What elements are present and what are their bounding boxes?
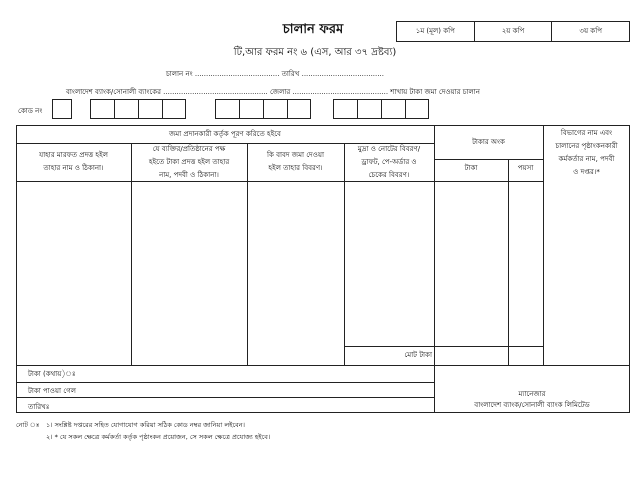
total-label: মোট টাকা (404, 351, 432, 359)
col-header-line: চেকের বিবরণ। (368, 171, 410, 179)
code-box[interactable] (239, 99, 263, 119)
code-box[interactable] (333, 99, 357, 119)
col-header-amount: টাকার অংক (472, 138, 505, 146)
col-header-line: ও দপ্তর।* (573, 168, 600, 176)
code-box[interactable] (114, 99, 138, 119)
col-header-line: নাম, পদবী ও ঠিকানা। (159, 171, 219, 179)
currency-entry[interactable] (345, 182, 433, 345)
behalf-entry[interactable] (132, 182, 246, 364)
code-box[interactable] (52, 99, 72, 119)
paisa-entry[interactable] (509, 182, 542, 364)
col-header-line: চালানের পৃষ্ঠাংকনকারী (555, 142, 618, 150)
code-box[interactable] (90, 99, 114, 119)
taka-entry[interactable] (435, 182, 507, 364)
manager-label: ম্যানেজার (518, 390, 546, 398)
code-box[interactable] (162, 99, 186, 119)
copy-second: ২য় কপি (475, 22, 553, 41)
date-label: তারিখঃ (28, 403, 50, 411)
col-header-taka: টাকা (464, 164, 478, 172)
copy-original: ১ম (মূল) কপি (397, 22, 475, 41)
group-header: জমা প্রদানকারী কর্তৃক পূরণ করিতে হইবে (169, 130, 281, 138)
row-divider (16, 382, 434, 383)
copy-third: ৩য় কপি (579, 27, 602, 35)
col-header-line: হইল তাহার বিবরণ। (268, 164, 323, 172)
col-header-line: কর্মকর্তার নাম, পদবী (558, 155, 615, 163)
row-divider (434, 159, 543, 160)
note-1: ১। সংশ্লিষ্ট দপ্তরের সহিত যোগাযোগ করিয়া সঠিক কোড নম্বর জানিয়া লইবেন। (46, 421, 245, 429)
col-header-currency (344, 143, 434, 182)
code-box[interactable] (381, 99, 405, 119)
copy-labels (396, 21, 630, 42)
purpose-entry[interactable] (248, 182, 343, 364)
challan-no-line[interactable]: চালান নং ...................................... তারিখ ..................................... (166, 70, 384, 78)
col-header-purpose (247, 149, 344, 175)
col-header-line: যে ব্যক্তির/প্রতিষ্ঠানের পক্ষ (152, 145, 226, 153)
form-subtitle: টি,আর ফরম নং ৬ (এস, আর ৩৭ দ্রষ্টব্য) (233, 47, 397, 58)
received-label: টাকা পাওয়া গেল (28, 387, 76, 395)
col-header-behalf (131, 143, 247, 182)
note-2: ২। * যে সকল ক্ষেত্রে কর্মকর্তা কর্তৃক পৃষ্ঠাংকন প্রয়োজন, সে সকল ক্ষেত্রে প্রযোজ্য হইবে। (46, 433, 271, 441)
col-header-line: বিভাগের নাম এবং (560, 129, 613, 137)
code-box[interactable] (287, 99, 311, 119)
code-box[interactable] (357, 99, 381, 119)
code-box[interactable] (215, 99, 239, 119)
code-box[interactable] (263, 99, 287, 119)
bank-line[interactable]: বাংলাদেশ ব্যাংক/সোনালী ব্যাংকের ............................................... জেলার ........................................... শাখায় টাকা জমা দেওয়ার চালান (66, 88, 480, 96)
col-header-department (543, 127, 630, 179)
bank-limited-label: বাংলাদেশ ব্যাংক/সোনালী ব্যাংক লিমিটেড (474, 401, 590, 409)
col-header-line: ড্রাফট, পে-অর্ডার ও (361, 158, 417, 166)
col-header-line: হইতে টাকা প্রদত্ত হইল তাহার (148, 158, 230, 166)
col-header-line: কি বাবদ জমা দেওয়া (266, 151, 325, 159)
col-header-paisa: পয়সা (517, 164, 534, 172)
row-divider (16, 397, 434, 398)
form-title: চালান ফরম (282, 22, 344, 37)
col-header-line: তাহার নাম ও ঠিকানা। (43, 164, 104, 172)
amount-in-words-label: টাকা (কথায়)ঃ (28, 370, 76, 378)
row-divider (16, 365, 630, 366)
depositor-entry[interactable] (17, 182, 130, 364)
department-entry[interactable] (544, 182, 629, 364)
col-header-line: মুদ্রা ও নোটের বিবরণ/ (357, 145, 421, 153)
notes-label: নোট ঃ (16, 421, 40, 429)
code-box[interactable] (405, 99, 429, 119)
col-header-line: যাহার মারফত প্রদত্ত হইল (39, 151, 108, 159)
code-label: কোড নং (18, 107, 43, 115)
code-box[interactable] (138, 99, 162, 119)
col-header-depositor (16, 149, 131, 175)
